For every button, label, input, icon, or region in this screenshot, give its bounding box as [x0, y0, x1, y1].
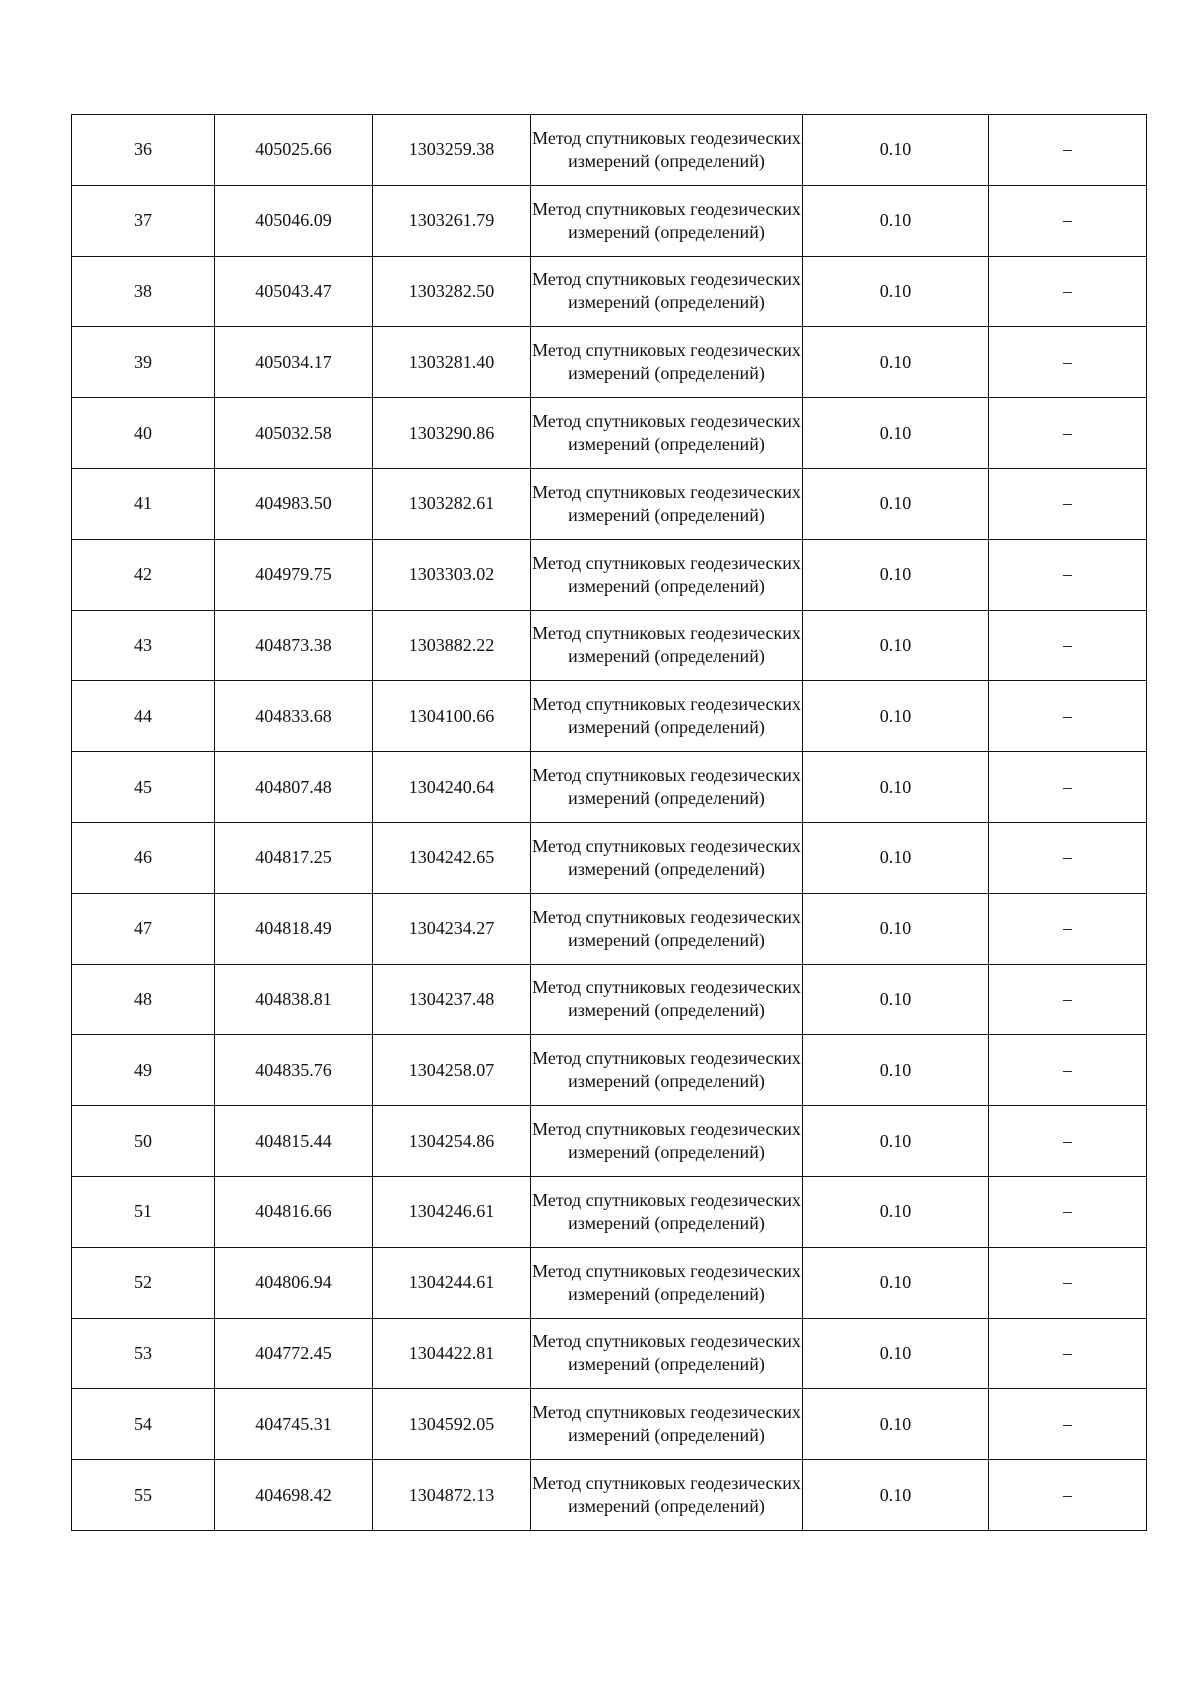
point-number-cell: 36 [72, 115, 215, 186]
description-cell: – [989, 185, 1147, 256]
x-coordinate-cell: 404817.25 [215, 822, 373, 893]
point-number-cell: 41 [72, 468, 215, 539]
y-coordinate-cell: 1304240.64 [373, 752, 531, 823]
y-coordinate-cell: 1303290.86 [373, 398, 531, 469]
description-cell: – [989, 681, 1147, 752]
x-coordinate-cell: 404816.66 [215, 1176, 373, 1247]
table-row [72, 681, 1147, 752]
x-coordinate-cell: 404983.50 [215, 468, 373, 539]
description-cell: – [989, 115, 1147, 186]
method-cell: Метод спутниковых геодезических измерений (определений) [531, 681, 803, 752]
x-coordinate-cell: 404815.44 [215, 1106, 373, 1177]
x-coordinate-cell: 404807.48 [215, 752, 373, 823]
x-coordinate-cell: 404979.75 [215, 539, 373, 610]
y-coordinate-cell: 1304422.81 [373, 1318, 531, 1389]
accuracy-cell: 0.10 [803, 610, 989, 681]
x-coordinate-cell: 404873.38 [215, 610, 373, 681]
y-coordinate-cell: 1303259.38 [373, 115, 531, 186]
method-cell: Метод спутниковых геодезических измерений (определений) [531, 115, 803, 186]
y-coordinate-cell: 1303261.79 [373, 185, 531, 256]
description-cell: – [989, 752, 1147, 823]
accuracy-cell: 0.10 [803, 115, 989, 186]
table-body [72, 115, 1147, 1531]
accuracy-cell: 0.10 [803, 1106, 989, 1177]
point-number-cell: 43 [72, 610, 215, 681]
x-coordinate-cell: 405043.47 [215, 256, 373, 327]
point-number-cell: 46 [72, 822, 215, 893]
y-coordinate-cell: 1304258.07 [373, 1035, 531, 1106]
method-cell: Метод спутниковых геодезических измерений (определений) [531, 1035, 803, 1106]
description-cell: – [989, 822, 1147, 893]
table-row [72, 822, 1147, 893]
point-number-cell: 37 [72, 185, 215, 256]
method-cell: Метод спутниковых геодезических измерений (определений) [531, 1106, 803, 1177]
y-coordinate-cell: 1304100.66 [373, 681, 531, 752]
method-cell: Метод спутниковых геодезических измерений (определений) [531, 256, 803, 327]
method-cell: Метод спутниковых геодезических измерений (определений) [531, 185, 803, 256]
point-number-cell: 54 [72, 1389, 215, 1460]
table-row [72, 1106, 1147, 1177]
y-coordinate-cell: 1304244.61 [373, 1247, 531, 1318]
table-row [72, 256, 1147, 327]
x-coordinate-cell: 405025.66 [215, 115, 373, 186]
x-coordinate-cell: 404833.68 [215, 681, 373, 752]
point-number-cell: 55 [72, 1460, 215, 1531]
point-number-cell: 49 [72, 1035, 215, 1106]
table-row [72, 398, 1147, 469]
table-row [72, 1035, 1147, 1106]
description-cell: – [989, 1318, 1147, 1389]
point-number-cell: 51 [72, 1176, 215, 1247]
point-number-cell: 52 [72, 1247, 215, 1318]
description-cell: – [989, 1176, 1147, 1247]
table-row [72, 115, 1147, 186]
table-row [72, 185, 1147, 256]
table-row [72, 1176, 1147, 1247]
accuracy-cell: 0.10 [803, 256, 989, 327]
table-row [72, 468, 1147, 539]
point-number-cell: 38 [72, 256, 215, 327]
table-row [72, 1247, 1147, 1318]
method-cell: Метод спутниковых геодезических измерений (определений) [531, 539, 803, 610]
y-coordinate-cell: 1303282.61 [373, 468, 531, 539]
y-coordinate-cell: 1303882.22 [373, 610, 531, 681]
x-coordinate-cell: 404806.94 [215, 1247, 373, 1318]
description-cell: – [989, 1247, 1147, 1318]
method-cell: Метод спутниковых геодезических измерений (определений) [531, 822, 803, 893]
point-number-cell: 39 [72, 327, 215, 398]
method-cell: Метод спутниковых геодезических измерений (определений) [531, 468, 803, 539]
y-coordinate-cell: 1304234.27 [373, 893, 531, 964]
point-number-cell: 40 [72, 398, 215, 469]
description-cell: – [989, 964, 1147, 1035]
table-row [72, 1318, 1147, 1389]
method-cell: Метод спутниковых геодезических измерений (определений) [531, 398, 803, 469]
y-coordinate-cell: 1303303.02 [373, 539, 531, 610]
method-cell: Метод спутниковых геодезических измерений (определений) [531, 327, 803, 398]
description-cell: – [989, 327, 1147, 398]
accuracy-cell: 0.10 [803, 681, 989, 752]
method-cell: Метод спутниковых геодезических измерений (определений) [531, 752, 803, 823]
accuracy-cell: 0.10 [803, 752, 989, 823]
y-coordinate-cell: 1304872.13 [373, 1460, 531, 1531]
accuracy-cell: 0.10 [803, 327, 989, 398]
x-coordinate-cell: 404835.76 [215, 1035, 373, 1106]
table-row [72, 893, 1147, 964]
y-coordinate-cell: 1303282.50 [373, 256, 531, 327]
method-cell: Метод спутниковых геодезических измерений (определений) [531, 1318, 803, 1389]
x-coordinate-cell: 404698.42 [215, 1460, 373, 1531]
accuracy-cell: 0.10 [803, 1035, 989, 1106]
description-cell: – [989, 1106, 1147, 1177]
accuracy-cell: 0.10 [803, 185, 989, 256]
accuracy-cell: 0.10 [803, 468, 989, 539]
y-coordinate-cell: 1304592.05 [373, 1389, 531, 1460]
y-coordinate-cell: 1304237.48 [373, 964, 531, 1035]
accuracy-cell: 0.10 [803, 398, 989, 469]
x-coordinate-cell: 404838.81 [215, 964, 373, 1035]
x-coordinate-cell: 404818.49 [215, 893, 373, 964]
description-cell: – [989, 539, 1147, 610]
accuracy-cell: 0.10 [803, 1176, 989, 1247]
y-coordinate-cell: 1303281.40 [373, 327, 531, 398]
table-row [72, 1389, 1147, 1460]
point-number-cell: 48 [72, 964, 215, 1035]
point-number-cell: 45 [72, 752, 215, 823]
table-row [72, 964, 1147, 1035]
method-cell: Метод спутниковых геодезических измерений (определений) [531, 893, 803, 964]
accuracy-cell: 0.10 [803, 822, 989, 893]
accuracy-cell: 0.10 [803, 1247, 989, 1318]
description-cell: – [989, 893, 1147, 964]
description-cell: – [989, 256, 1147, 327]
method-cell: Метод спутниковых геодезических измерений (определений) [531, 1247, 803, 1318]
table-row [72, 327, 1147, 398]
description-cell: – [989, 1389, 1147, 1460]
method-cell: Метод спутниковых геодезических измерений (определений) [531, 610, 803, 681]
table-row [72, 610, 1147, 681]
method-cell: Метод спутниковых геодезических измерений (определений) [531, 1389, 803, 1460]
x-coordinate-cell: 404745.31 [215, 1389, 373, 1460]
point-number-cell: 53 [72, 1318, 215, 1389]
x-coordinate-cell: 405046.09 [215, 185, 373, 256]
point-number-cell: 44 [72, 681, 215, 752]
point-number-cell: 47 [72, 893, 215, 964]
description-cell: – [989, 1035, 1147, 1106]
description-cell: – [989, 468, 1147, 539]
x-coordinate-cell: 404772.45 [215, 1318, 373, 1389]
accuracy-cell: 0.10 [803, 539, 989, 610]
accuracy-cell: 0.10 [803, 964, 989, 1035]
accuracy-cell: 0.10 [803, 893, 989, 964]
table-row [72, 752, 1147, 823]
y-coordinate-cell: 1304246.61 [373, 1176, 531, 1247]
table-row [72, 1460, 1147, 1531]
accuracy-cell: 0.10 [803, 1460, 989, 1531]
method-cell: Метод спутниковых геодезических измерений (определений) [531, 1176, 803, 1247]
y-coordinate-cell: 1304254.86 [373, 1106, 531, 1177]
method-cell: Метод спутниковых геодезических измерений (определений) [531, 1460, 803, 1531]
table-row [72, 539, 1147, 610]
x-coordinate-cell: 405032.58 [215, 398, 373, 469]
description-cell: – [989, 610, 1147, 681]
coordinates-table [71, 114, 1147, 1531]
description-cell: – [989, 1460, 1147, 1531]
point-number-cell: 42 [72, 539, 215, 610]
method-cell: Метод спутниковых геодезических измерений (определений) [531, 964, 803, 1035]
point-number-cell: 50 [72, 1106, 215, 1177]
accuracy-cell: 0.10 [803, 1318, 989, 1389]
accuracy-cell: 0.10 [803, 1389, 989, 1460]
y-coordinate-cell: 1304242.65 [373, 822, 531, 893]
description-cell: – [989, 398, 1147, 469]
x-coordinate-cell: 405034.17 [215, 327, 373, 398]
